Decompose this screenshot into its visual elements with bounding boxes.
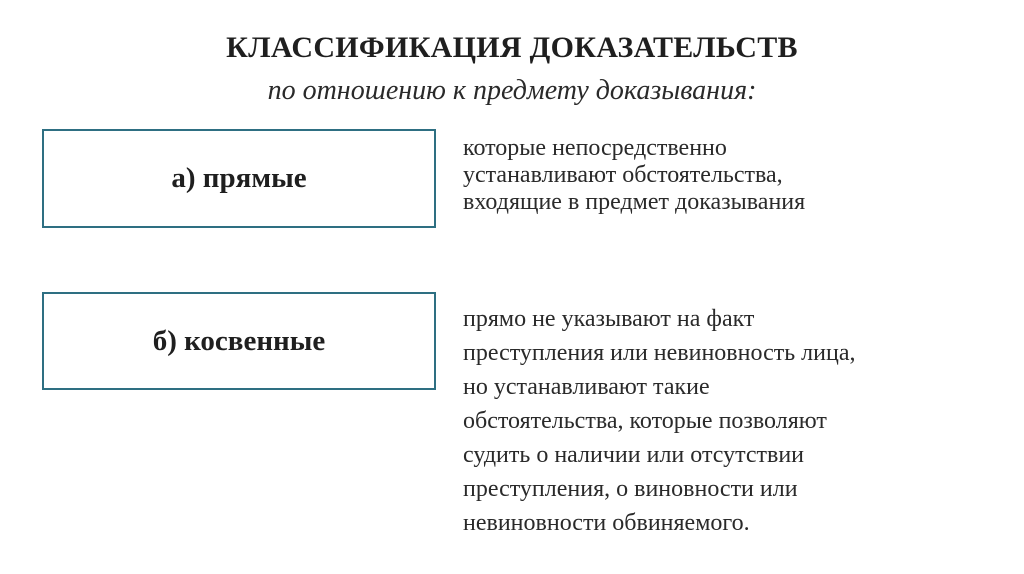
description-line: преступления или невиновность лица, xyxy=(463,340,856,366)
description-line: обстоятельства, которые позволяют xyxy=(463,408,827,434)
description-line: но устанавливают такие xyxy=(463,374,710,400)
category-box-indirect xyxy=(42,292,436,390)
category-label-direct: а) прямые xyxy=(171,162,307,194)
description-line: входящие в предмет доказывания xyxy=(463,189,806,215)
description-line: невиновности обвиняемого. xyxy=(463,510,750,536)
category-box-direct xyxy=(42,129,436,228)
description-line: прямо не указывают на факт xyxy=(463,306,755,332)
category-description-direct xyxy=(463,135,1008,216)
description-line: преступления, о виновности или xyxy=(463,476,798,502)
category-label-indirect: б) косвенные xyxy=(152,324,326,357)
description-line: которые непосредственно xyxy=(463,135,727,161)
category-description-indirect xyxy=(463,302,1008,540)
slide-title: КЛАССИФИКАЦИЯ ДОКАЗАТЕЛЬСТВ xyxy=(226,31,798,64)
description-line: судить о наличии или отсутствии xyxy=(463,442,805,468)
slide-subtitle: по отношению к предмету доказывания: xyxy=(267,75,757,106)
description-line: устанавливают обстоятельства, xyxy=(463,162,783,188)
